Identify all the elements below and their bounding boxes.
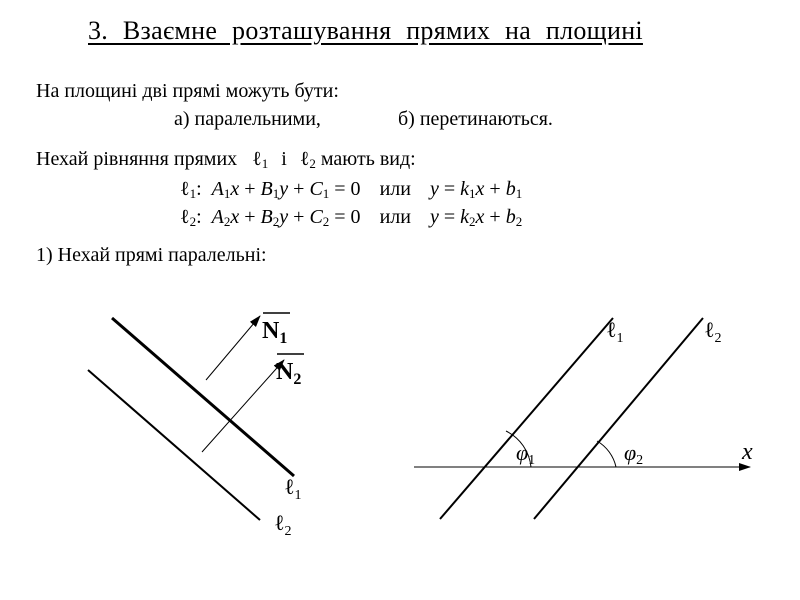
x-axis-label: x	[742, 439, 753, 465]
eq1-b: b	[505, 178, 516, 200]
slide-title: 3. Взаємне розташування прямих на площині	[88, 16, 643, 45]
eq2-B-sub: 2	[272, 214, 280, 229]
eq2-B: B	[260, 206, 273, 228]
eq2-x: x	[230, 206, 240, 228]
eq2-name: ℓ	[180, 206, 190, 228]
eq1-b-sub: 1	[515, 186, 523, 201]
eq1-colon: :	[196, 178, 202, 200]
intro-text: На площині дві прямі можуть бути:	[36, 80, 339, 102]
right-line-1-label: ℓ$_1$	[606, 317, 624, 346]
eq1-plus1: +	[239, 178, 261, 200]
eq1-plus3: +	[484, 178, 506, 200]
eq2-or: или	[379, 206, 411, 228]
line-symbol-2-sub: 2	[309, 156, 316, 171]
angle-1-label: φ1	[516, 440, 536, 468]
equations-intro-suffix: мають вид:	[320, 148, 416, 170]
eq1-y2: y	[429, 178, 439, 200]
eq2-name-sub: 2	[189, 214, 197, 229]
option-a: а) паралельними,	[174, 108, 321, 130]
eq2-b: b	[505, 206, 516, 228]
eq2-plus2: +	[288, 206, 310, 228]
eq2-y: y	[279, 206, 289, 228]
normal-2-label: $N_2$	[276, 359, 302, 388]
line-symbol-2: ℓ	[299, 148, 310, 170]
line-symbol-1-sub: 1	[261, 156, 269, 171]
left-line-2-label: ℓ$_2$	[274, 510, 292, 539]
eq1-eq0: = 0	[329, 178, 361, 200]
eq2-eq0: = 0	[329, 206, 361, 228]
eq2-A: A	[211, 206, 224, 228]
eq1-y: y	[279, 178, 289, 200]
eq2-k-sub: 2	[469, 214, 476, 229]
eq1-B: B	[260, 178, 273, 200]
eq2-C: C	[309, 206, 323, 228]
normal-1-label: $N_1$	[262, 318, 288, 347]
eq1-or: или	[379, 178, 411, 200]
line-symbol-1: ℓ	[252, 148, 262, 170]
eq2-plus1: +	[239, 206, 261, 228]
conjunction: і	[281, 148, 287, 170]
normal-vector-1	[206, 316, 260, 380]
left-line-1-label: ℓ$_1$	[284, 474, 302, 503]
eq1-A-sub: 1	[223, 186, 231, 201]
right-line-2	[534, 318, 703, 519]
eq1-B-sub: 1	[272, 186, 280, 201]
eq2-colon: :	[196, 206, 202, 228]
eq1-C-sub: 1	[322, 186, 330, 201]
angle-2-label: φ2	[624, 440, 644, 468]
option-b: б) перетинаються.	[398, 108, 553, 130]
left-figure	[88, 313, 304, 539]
eq1-plus2: +	[288, 178, 310, 200]
eq2-b-sub: 2	[515, 214, 523, 229]
left-line-2	[88, 370, 260, 520]
eq1-x: x	[230, 178, 240, 200]
angle-arc-2	[597, 441, 616, 467]
eq1-name-sub: 1	[189, 186, 197, 201]
eq2-x2: x	[475, 206, 485, 228]
equations-intro-prefix: Нехай рівняння прямих	[36, 148, 238, 170]
eq1-k: k	[460, 178, 470, 200]
eq2-A-sub: 2	[223, 214, 231, 229]
eq2-k: k	[460, 206, 470, 228]
eq1-eq: =	[438, 178, 461, 200]
right-line-2-label: ℓ$_2$	[704, 317, 722, 346]
eq1-k-sub: 1	[469, 186, 476, 201]
eq2-eq: =	[438, 206, 461, 228]
eq1-x2: x	[475, 178, 485, 200]
eq1-C: C	[309, 178, 323, 200]
eq1-A: A	[211, 178, 224, 200]
case-1-heading: 1) Нехай прямі паралельні:	[36, 244, 267, 266]
eq2-plus3: +	[484, 206, 506, 228]
eq1-name: ℓ	[180, 178, 190, 200]
eq2-y2: y	[429, 206, 439, 228]
right-line-1	[440, 318, 613, 519]
eq2-C-sub: 2	[322, 214, 330, 229]
right-figure	[414, 317, 753, 519]
